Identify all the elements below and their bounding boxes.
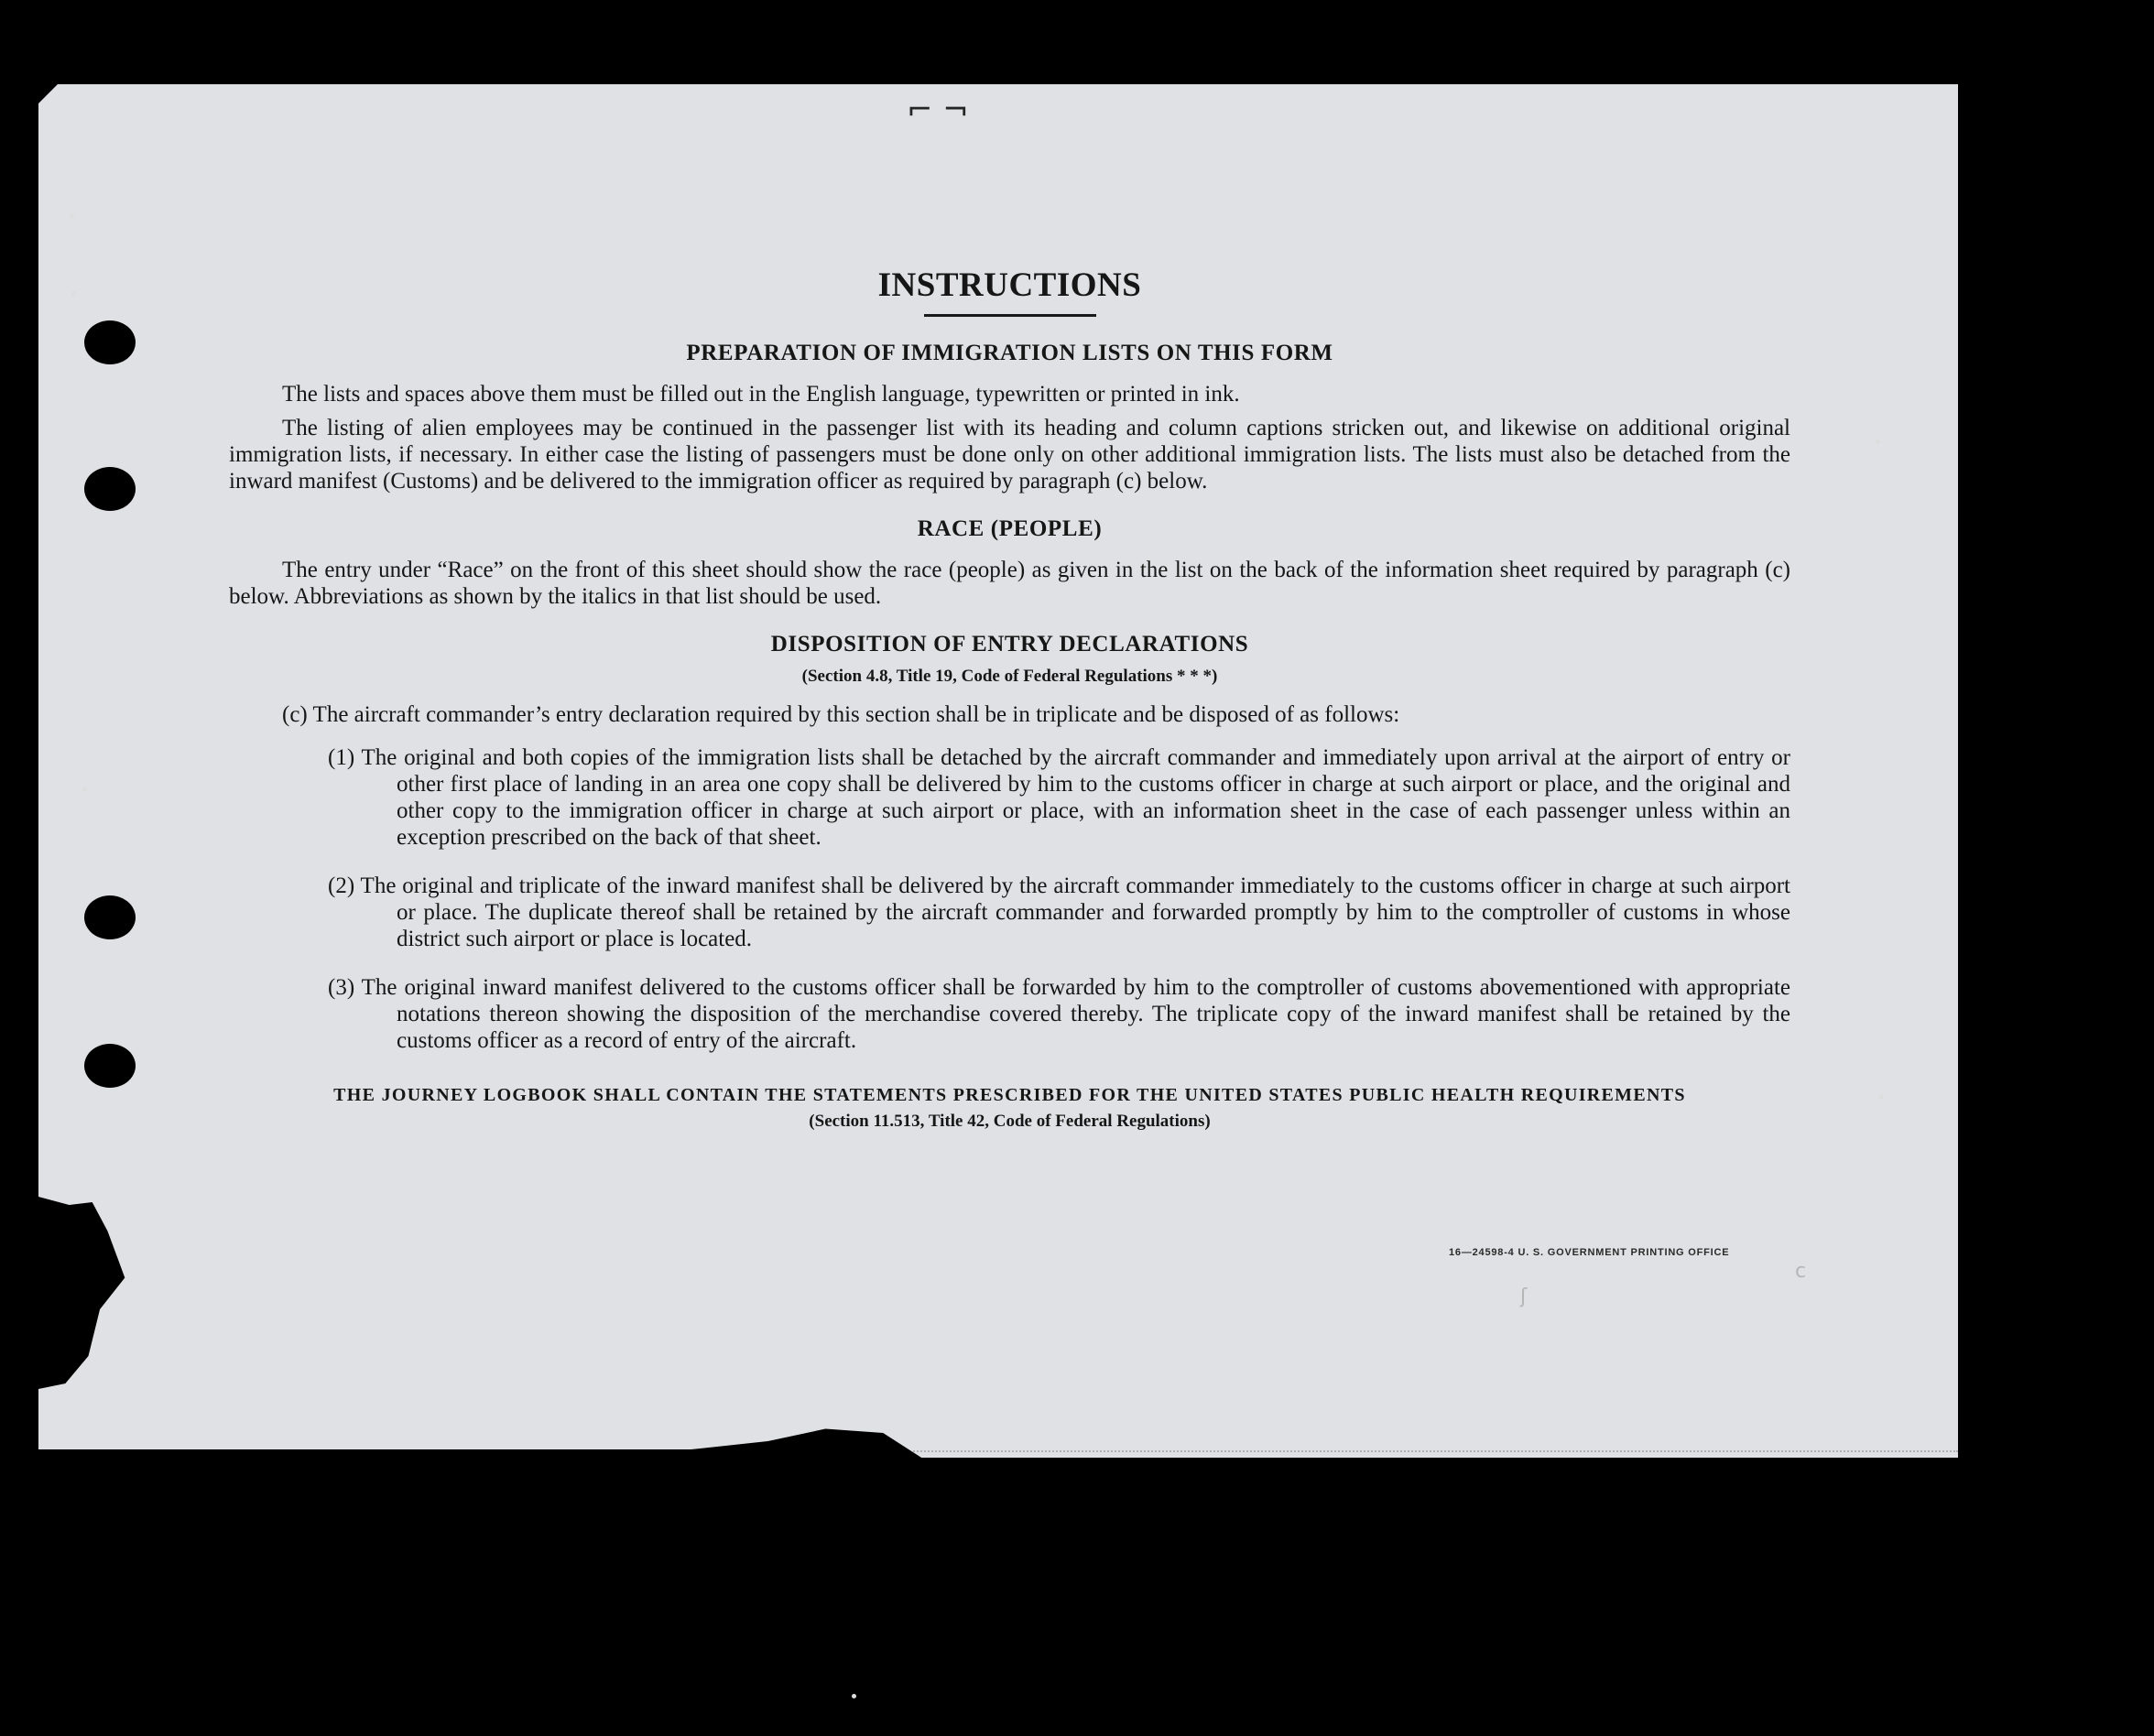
pencil-mark: ⌐ ¬ [907,92,969,128]
paragraph-lead: (c) The aircraft commander’s entry declaration required by this section shall be in triplicate and be disposed of as follows: [282,702,1400,727]
pencil-mark: c [1795,1260,1807,1283]
section-heading-preparation: PREPARATION OF IMMIGRATION LISTS ON THIS FORM [686,341,1333,365]
paragraph: The entry under “Race” on the front of this sheet should show the race (people) as given in the list on the back of the information sheet required by paragraph (c) below. Abbreviations as shown by the italics in that list should be used. [229,558,1790,609]
title-underline [924,314,1096,317]
paragraph: The listing of alien employees may be continued in the passenger list with its heading and column captions stricken out, and likewise on additional original immigration lists, if necessary. In either case the listing of passengers must be done only on other additional immigration lists. The lists must also be detached from the inward manifest (Customs) and be delivered to the immigration officer as required by paragraph (c) below. [229,416,1790,494]
footer-citation: (Section 11.513, Title 42, Code of Federal Regulations) [809,1112,1211,1131]
printer-mark: 16—24598-4 U. S. GOVERNMENT PRINTING OFFICE [1449,1247,1730,1258]
numbered-item: (1) The original and both copies of the immigration lists shall be detached by the aircraft commander and immediately upon arrival at the airport of entry or other first place of landing in an area one copy shall be delivered by him to the customs officer in charge at such airport or place, and the original and other copy to the immigration officer in charge at such airport or place, with an information sheet in the case of each passenger unless within an exception prescribed on the back of that sheet. [328,745,1790,850]
dust-speck [71,291,76,296]
binder-hole [84,320,136,364]
dust-speck [852,1694,856,1698]
numbered-item: (3) The original inward manifest delivered to the customs officer shall be forwarded by him to the comptroller of customs abovementioned with appropriate notations thereon showing the disposition of the merchandise covered thereby. The triplicate copy of the inward manifest shall be retained by the customs officer as a record of entry of the aircraft. [328,975,1790,1053]
binder-hole [84,895,136,939]
pencil-mark: ʃ [1520,1286,1528,1308]
section-heading-race: RACE (PEOPLE) [917,516,1103,541]
dust-speck [70,214,74,219]
dust-speck [1876,439,1880,444]
page-title: INSTRUCTIONS [877,266,1142,304]
dust-speck [1879,1095,1884,1100]
dust-speck [82,787,87,792]
section-citation: (Section 4.8, Title 19, Code of Federal Regulations * * *) [801,667,1218,686]
binder-hole [84,1044,136,1088]
instructions-body [229,266,1790,1132]
binder-hole [84,467,136,511]
numbered-item: (2) The original and triplicate of the inward manifest shall be delivered by the aircraft commander immediately to the customs officer in charge at such airport or place. The duplicate thereof shall be retained by the aircraft commander and forwarded promptly by him to the comptroller of customs in whose district such airport or place is located. [328,873,1790,951]
paragraph: The lists and spaces above them must be filled out in the English language, typewritten or printed in ink. [282,382,1240,407]
footer-statement: THE JOURNEY LOGBOOK SHALL CONTAIN THE STATEMENTS PRESCRIBED FOR THE UNITED STATES PUBLIC HEALTH REQUIREMENTS [333,1085,1686,1105]
section-heading-disposition: DISPOSITION OF ENTRY DECLARATIONS [770,632,1249,656]
